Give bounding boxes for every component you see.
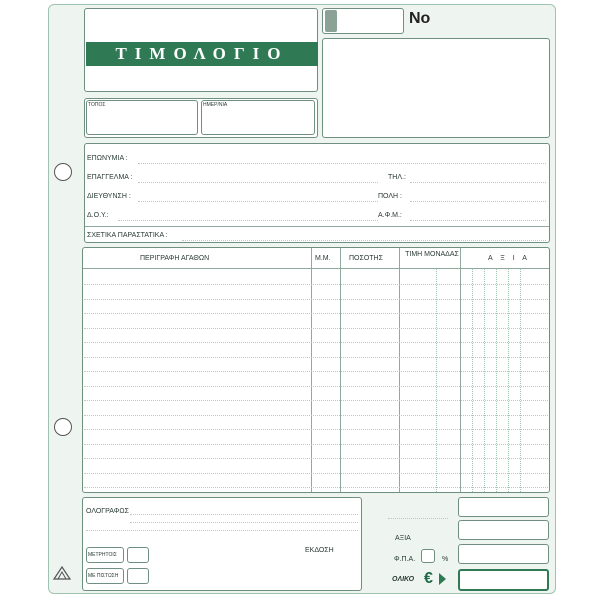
payment-cash-label: ΜΕΤΡΗΤΟΙΣ	[88, 552, 117, 558]
table-row-line[interactable]	[84, 386, 548, 387]
binder-hole-top	[54, 163, 72, 181]
name-line[interactable]	[138, 163, 546, 164]
printer-logo-icon	[52, 563, 72, 583]
city-label: ΠΟΛΗ :	[378, 193, 402, 200]
table-row-line[interactable]	[84, 313, 548, 314]
date-label: ΗΜΕΡ/ΝΙΑ	[203, 102, 228, 108]
table-row-line[interactable]	[84, 284, 548, 285]
city-line[interactable]	[410, 201, 546, 202]
related-docs-line[interactable]	[182, 240, 546, 241]
profession-line[interactable]	[138, 182, 378, 183]
totals-separator	[388, 518, 448, 519]
col-description: ΠΕΡΙΓΡΑΦΗ ΑΓΑΘΩΝ	[140, 255, 210, 262]
phone-line[interactable]	[410, 182, 546, 183]
vat-amount-field[interactable]	[458, 544, 549, 564]
value-amount-field[interactable]	[458, 520, 549, 540]
tax-id-label: Α.Φ.Μ.:	[378, 212, 402, 219]
tax-id-line[interactable]	[410, 220, 546, 221]
table-row-line[interactable]	[84, 357, 548, 358]
issuer-box[interactable]	[322, 38, 550, 138]
phone-label: ΤΗΛ.:	[388, 174, 406, 181]
issuance-label: ΕΚΔΟΣΗ	[305, 547, 334, 554]
table-row-line[interactable]	[84, 328, 548, 329]
number-label: No	[409, 10, 431, 27]
customer-box	[84, 143, 550, 243]
payment-cash-check[interactable]	[127, 547, 149, 563]
place-label: ΤΟΠΟΣ	[88, 102, 106, 108]
table-row-line[interactable]	[84, 458, 548, 459]
tax-office-line[interactable]	[118, 220, 378, 221]
table-row-line[interactable]	[84, 342, 548, 343]
table-row-line[interactable]	[84, 299, 548, 300]
col-unit-price: ΤΙΜΗ ΜΟΝΑΔΑΣ	[405, 251, 459, 258]
side-imprint	[52, 230, 57, 420]
table-row-line[interactable]	[84, 473, 548, 474]
vat-rate-field[interactable]	[421, 549, 435, 563]
in-words-line-3[interactable]	[86, 530, 358, 531]
col-unit: Μ.Μ.	[315, 255, 331, 262]
table-row-line[interactable]	[84, 487, 548, 488]
table-row-line[interactable]	[84, 429, 548, 430]
table-row-line[interactable]	[84, 415, 548, 416]
payment-credit-label: ΜΕ ΠΙΣΤΩΣΗ	[88, 573, 119, 579]
totals-cell-1[interactable]	[458, 497, 549, 517]
table-row-line[interactable]	[84, 444, 548, 445]
customer-divider	[85, 226, 549, 227]
tax-office-label: Δ.Ο.Υ.:	[87, 212, 109, 219]
invoice-title: ΤΙΜΟΛΟΓΙΟ	[86, 42, 318, 66]
total-arrow-icon	[439, 573, 446, 585]
total-label: ΟΛΙΚΟ	[392, 576, 415, 583]
total-amount-field[interactable]	[458, 569, 549, 591]
address-line[interactable]	[138, 201, 378, 202]
profession-label: ΕΠΑΓΓΕΛΜΑ :	[87, 174, 133, 181]
table-header-divider	[83, 268, 549, 269]
in-words-line-1[interactable]	[130, 514, 358, 515]
binder-hole-bottom	[54, 418, 72, 436]
in-words-line-2[interactable]	[130, 522, 358, 523]
related-docs-label: ΣΧΕΤΙΚΑ ΠΑΡΑΣΤΑΤΙΚΑ :	[87, 232, 168, 239]
series-tab	[325, 10, 337, 32]
percent-sign: %	[442, 556, 449, 563]
name-label: ΕΠΩΝΥΜΙΑ :	[87, 155, 128, 162]
currency-symbol: €	[424, 570, 433, 587]
address-label: ΔΙΕΥΘΥΝΣΗ :	[87, 193, 131, 200]
payment-credit-check[interactable]	[127, 568, 149, 584]
value-label: ΑΞΙΑ	[395, 535, 411, 542]
vat-label: Φ.Π.Α.	[394, 556, 416, 563]
in-words-label: ΟΛΟΓΡΑΦΩΣ	[86, 508, 129, 515]
table-row-line[interactable]	[84, 400, 548, 401]
table-row-line[interactable]	[84, 371, 548, 372]
col-value: Α Ξ Ι Α	[488, 255, 530, 262]
col-quantity: ΠΟΣΟΤΗΣ	[349, 255, 383, 262]
